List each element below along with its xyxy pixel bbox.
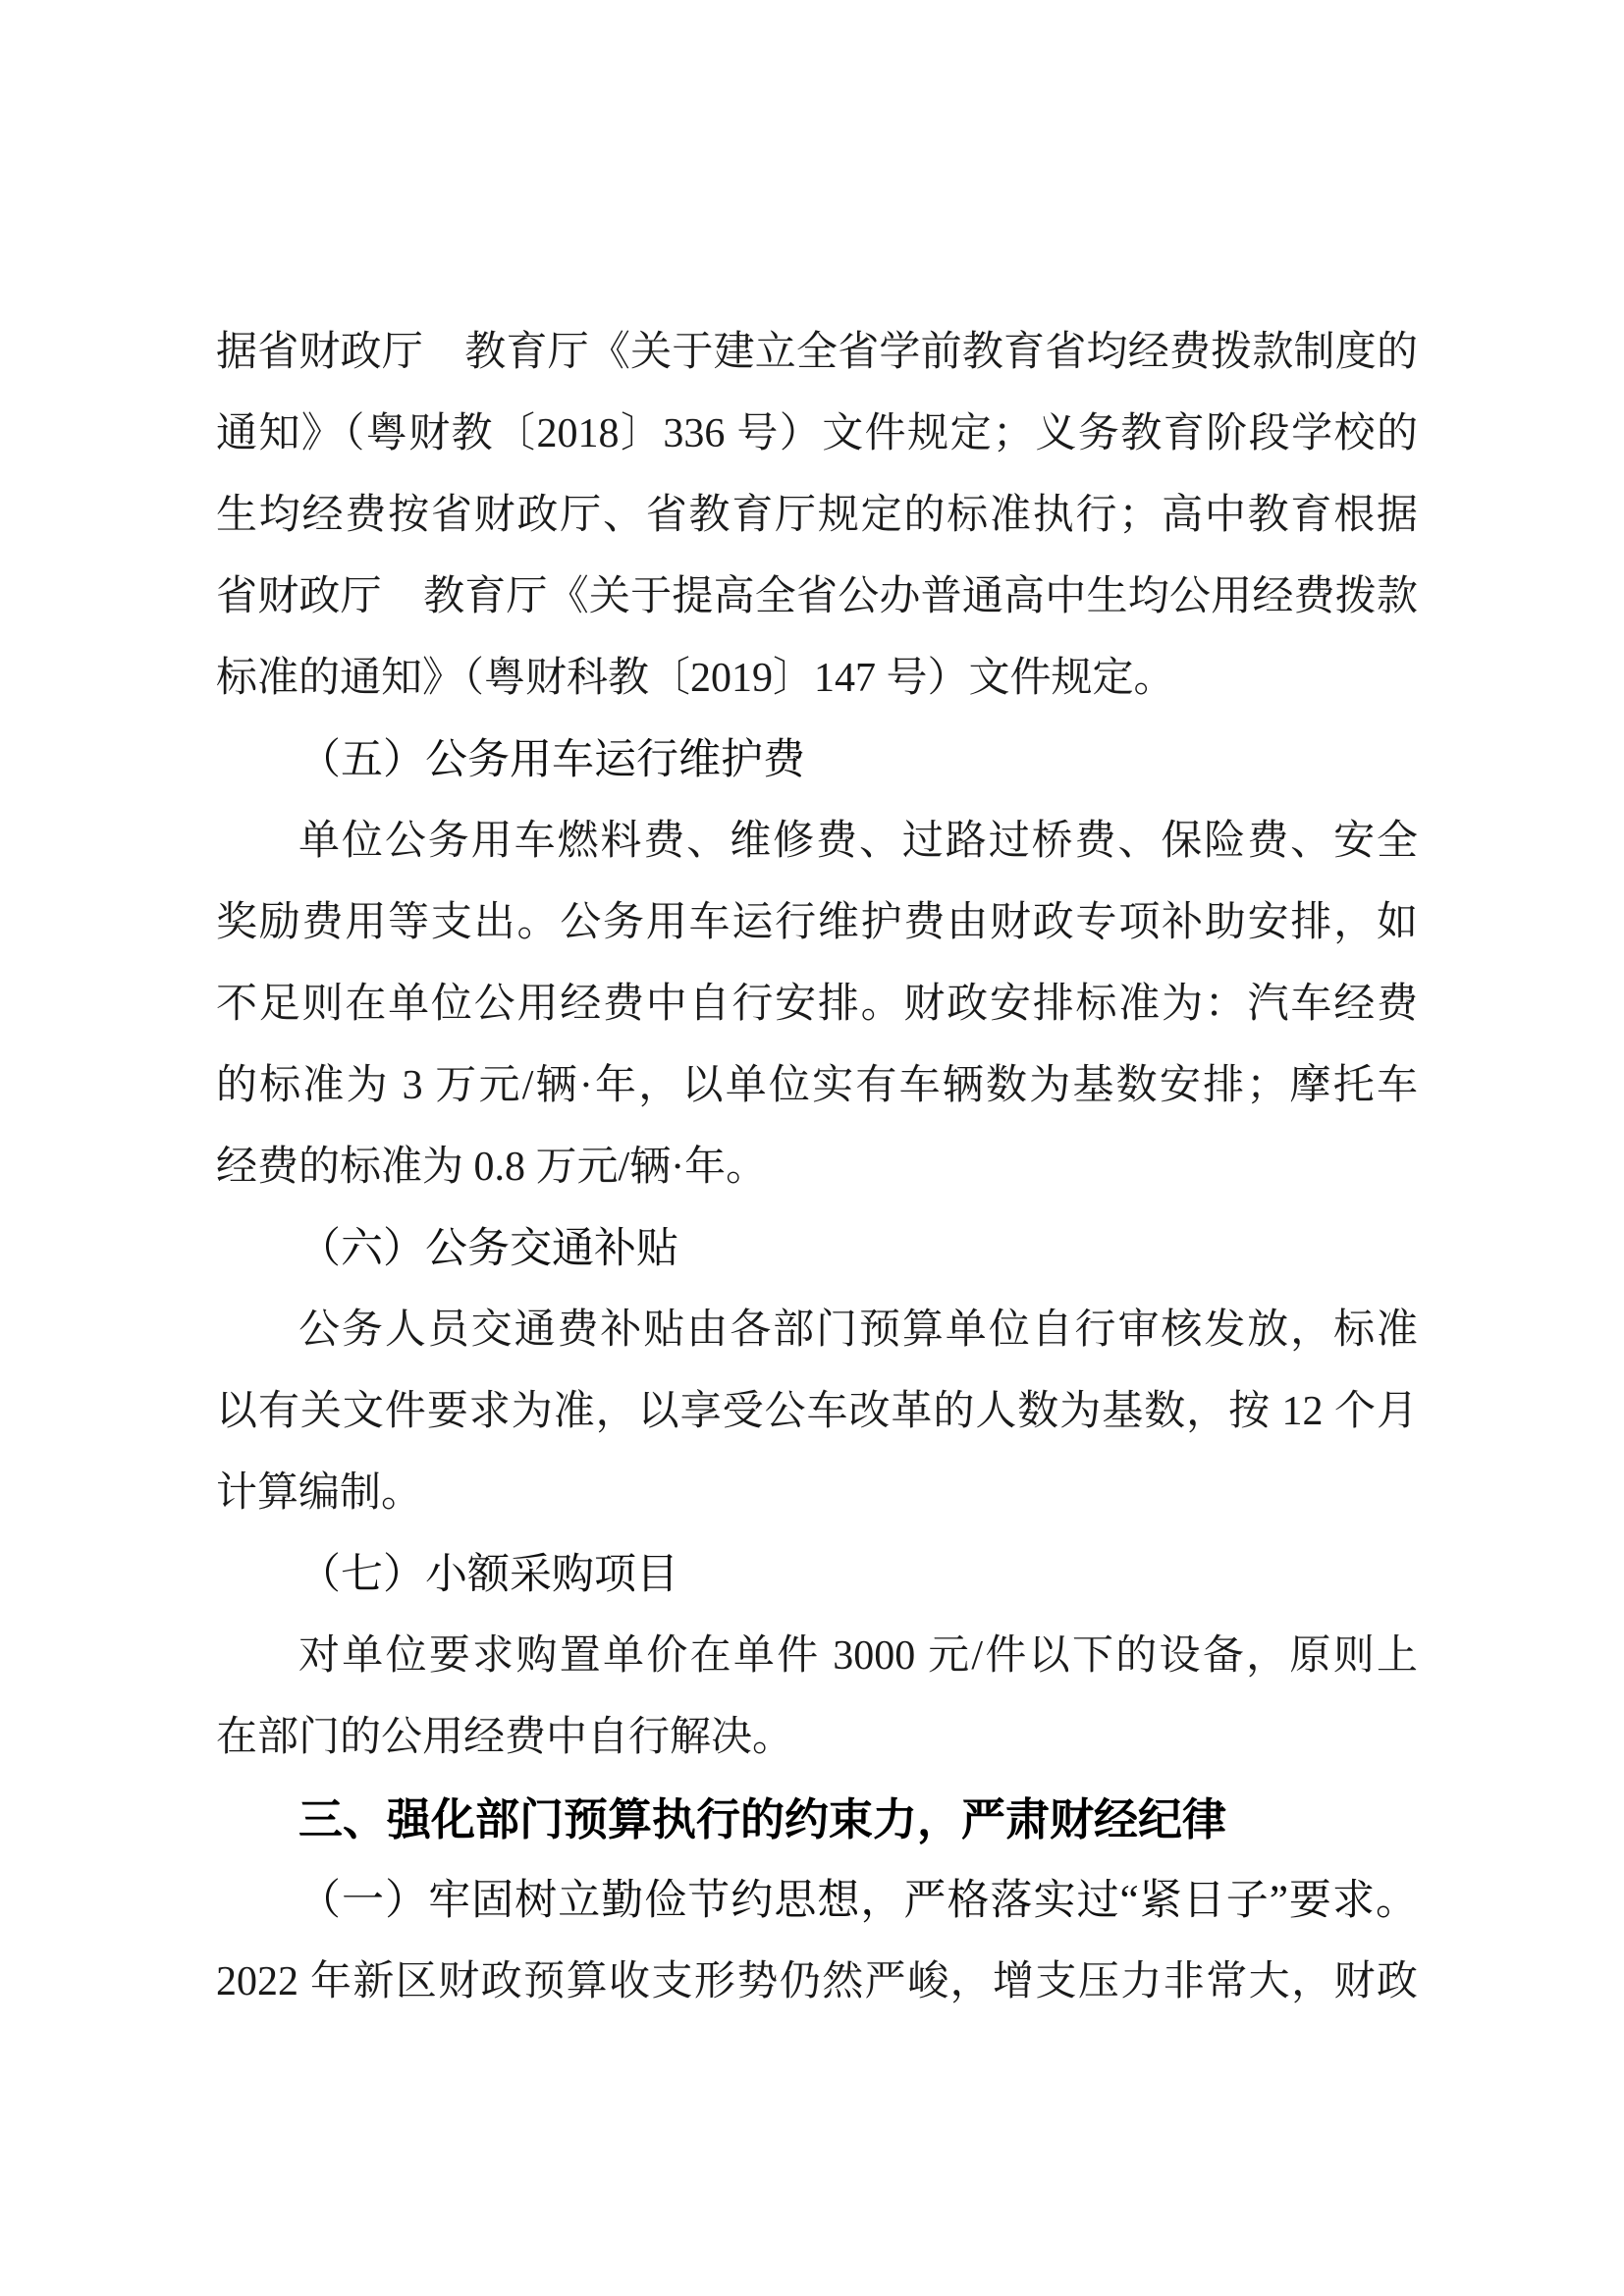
paragraph-line: 省财政厅 教育厅《关于提高全省公办普通高中生均公用经费拨款 <box>216 574 1418 619</box>
paragraph-line: 公务人员交通费补贴由各部门预算单位自行审核发放，标准 <box>298 1308 1418 1353</box>
paragraph-line: 不足则在单位公用经费中自行安排。财政安排标准为：汽车经费 <box>216 982 1418 1027</box>
paragraph-line: 生均经费按省财政厅、省教育厅规定的标准执行；高中教育根据 <box>216 493 1418 538</box>
paragraph-line: 据省财政厅 教育厅《关于建立全省学前教育省均经费拨款制度的 <box>216 330 1418 375</box>
paragraph-line: 单位公务用车燃料费、维修费、过路过桥费、保险费、安全 <box>298 819 1418 864</box>
paragraph-line: 在部门的公用经费中自行解决。 <box>216 1715 794 1760</box>
paragraph-line: 奖励费用等支出。公务用车运行维护费由财政专项补助安排，如 <box>216 900 1418 945</box>
paragraph-line: 对单位要求购置单价在单件 3000 元/件以下的设备，原则上 <box>298 1633 1418 1679</box>
paragraph-line: 通知》（粤财教〔2018〕336 号）文件规定；义务教育阶段学校的 <box>216 411 1418 456</box>
paragraph-line: 以有关文件要求为准，以享受公车改革的人数为基数，按 12 个月 <box>216 1389 1418 1434</box>
paragraph-line: 标准的通知》（粤财科教〔2019〕147 号）文件规定。 <box>216 656 1175 701</box>
heading-item-1: （一）牢固树立勤俭节约思想，严格落实过“紧日子”要求。 <box>298 1878 1418 1924</box>
heading-item-7: （七）小额采购项目 <box>298 1552 678 1598</box>
heading-item-5: （五）公务用车运行维护费 <box>298 737 805 783</box>
paragraph-line: 经费的标准为 0.8 万元/辆·年。 <box>216 1145 768 1190</box>
heading-item-6: （六）公务交通补贴 <box>298 1226 678 1272</box>
paragraph-line: 计算编制。 <box>216 1470 423 1516</box>
document-text-block <box>216 312 1418 2023</box>
heading-section-3: 三、强化部门预算执行的约束力，严肃财经纪律 <box>298 1794 1227 1844</box>
paragraph-line: 的标准为 3 万元/辆·年，以单位实有车辆数为基数安排；摩托车 <box>216 1063 1418 1108</box>
paragraph-line: 2022 年新区财政预算收支形势仍然严峻，增支压力非常大，财政 <box>216 1959 1418 2004</box>
